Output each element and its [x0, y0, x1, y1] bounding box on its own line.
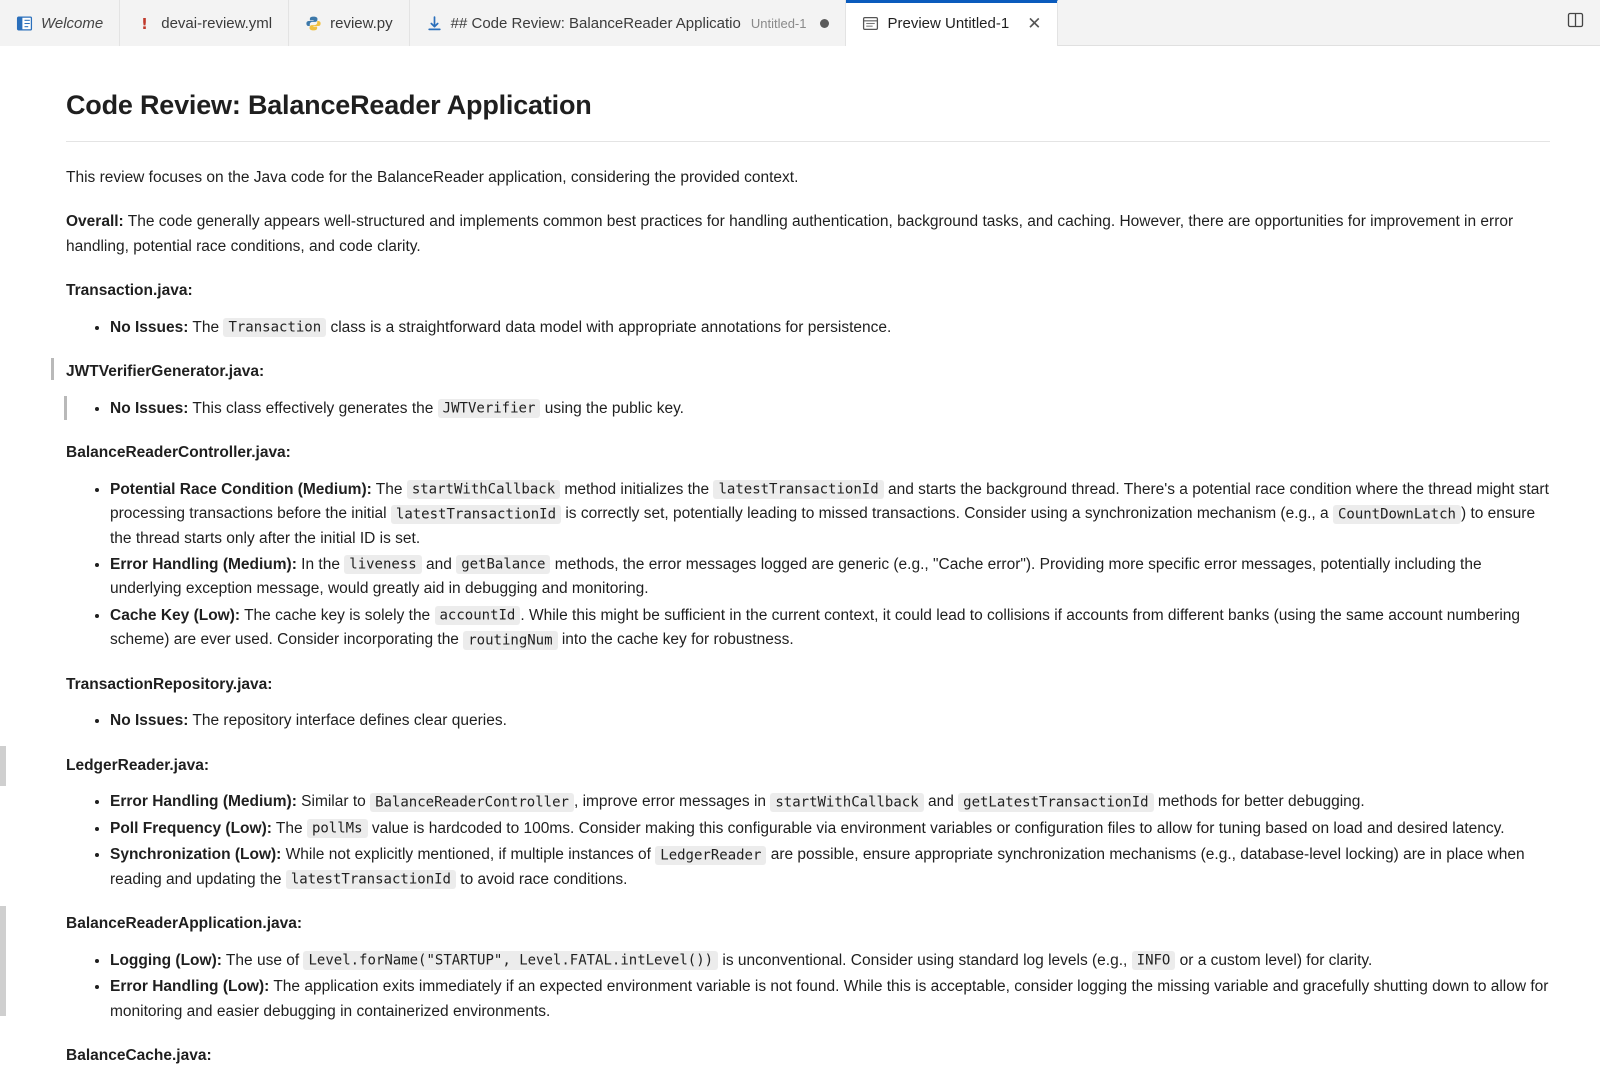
inline-code: startWithCallback: [770, 793, 923, 812]
inline-code: LedgerReader: [655, 846, 766, 865]
list-item: [110, 397, 1550, 421]
svg-text:!: !: [141, 14, 149, 32]
finding-text: class is a straightforward data model with appropriate annotations for persistence.: [326, 318, 892, 336]
section-heading: JWTVerifierGenerator.java:: [66, 360, 1550, 384]
scroll-marker-bottom: [0, 906, 6, 1016]
section-findings-list: [66, 397, 1550, 421]
list-item: [110, 553, 1550, 602]
finding-label: No Issues:: [110, 318, 189, 336]
list-item: [110, 709, 1550, 733]
section-findings-list: [66, 316, 1550, 340]
finding-text: to avoid race conditions.: [455, 870, 628, 888]
welcome-icon: [16, 15, 33, 32]
finding-label: Error Handling (Medium):: [110, 793, 297, 811]
python-icon: [305, 15, 322, 32]
list-item: [110, 604, 1550, 653]
overall-paragraph: [66, 210, 1550, 259]
tabbar-actions: [1552, 0, 1600, 45]
inline-code: INFO: [1132, 951, 1176, 970]
finding-text: value is hardcoded to 100ms. Consider making this configurable via environment variables or configuration files to allow for tuning based on load and desired latency.: [367, 819, 1505, 837]
markdown-icon: [426, 15, 443, 32]
finding-text: into the cache key for robustness.: [557, 631, 794, 649]
inline-code: pollMs: [307, 819, 368, 838]
inline-code: liveness: [344, 555, 421, 574]
intro-paragraph: This review focuses on the Java code for the BalanceReader application, considering the provided context.: [66, 168, 799, 186]
tab-label: Welcome: [41, 14, 104, 32]
section-findings-list: [66, 790, 1550, 892]
finding-text: , improve error messages in: [573, 793, 771, 811]
finding-text: using the public key.: [540, 399, 684, 417]
tab-sublabel: Untitled-1: [750, 15, 807, 31]
finding-label: Cache Key (Low):: [110, 606, 241, 624]
finding-text: are possible, ensure appropriate synchronization mechanisms (e.g., database-level locking) are in place when reading and updating the: [110, 846, 1525, 888]
inline-code: latestTransactionId: [391, 505, 561, 524]
finding-text: This class effectively generates the: [188, 399, 438, 417]
tab-label: review.py: [330, 14, 393, 32]
list-item: [110, 949, 1550, 973]
preview-document: [0, 46, 1600, 1077]
finding-text: The cache key is solely the: [240, 606, 435, 624]
finding-text: and starts the background thread. There's a potential race condition where the thread might start processing transactions before the initial: [110, 480, 1549, 523]
finding-label: Error Handling (Low):: [110, 978, 270, 996]
close-icon[interactable]: ✕: [1027, 14, 1042, 33]
finding-text: or a custom level) for clarity.: [1175, 951, 1373, 969]
finding-text: is correctly set, potentially leading to missed transactions. Consider using a synchronization mechanism (e.g., a: [561, 505, 1333, 523]
inline-code: latestTransactionId: [286, 870, 456, 889]
finding-text: The: [371, 480, 407, 498]
list-item: [110, 817, 1550, 841]
finding-text: and: [923, 793, 959, 811]
finding-text: . While this might be sufficient in the current context, it could lead to collisions if accounts from different banks (using the same account numbering scheme) are ever used. Consider incorporating the: [110, 606, 1521, 649]
finding-text: The use of: [221, 951, 304, 969]
finding-text: methods for better debugging.: [1153, 793, 1365, 811]
finding-text: The application exits immediately if an expected environment variable is not found. While this is acceptable, consider logging the missing variable and gracefully shutting down to allow for monitoring and easier debugging in containerized environments.: [110, 978, 1549, 1020]
inline-code: BalanceReaderController: [370, 793, 574, 812]
finding-text: and: [421, 555, 457, 573]
section-heading: Transaction.java:: [66, 282, 193, 300]
yaml-icon: [136, 15, 153, 32]
finding-text: The: [188, 318, 224, 336]
finding-text: In the: [296, 555, 345, 573]
tab-label: ## Code Review: BalanceReader Applicatio: [450, 14, 741, 32]
section-findings-list: [66, 949, 1550, 1024]
editor-tab-4[interactable]: [846, 0, 1058, 46]
inline-code: getBalance: [456, 555, 550, 574]
markdown-preview-pane[interactable]: [0, 46, 1600, 1077]
section-findings-list: [66, 709, 1550, 733]
finding-text: Similar to: [296, 793, 371, 811]
page-title: Code Review: BalanceReader Application: [66, 90, 592, 120]
inline-code: routingNum: [463, 631, 557, 650]
overall-label: Overall:: [66, 213, 124, 231]
finding-text: The: [271, 819, 307, 837]
inline-code: CountDownLatch: [1333, 505, 1461, 524]
tab-label: devai-review.yml: [161, 14, 273, 32]
inline-code: startWithCallback: [407, 480, 560, 499]
finding-label: Synchronization (Low):: [110, 846, 282, 864]
editor-tab-3[interactable]: [410, 0, 847, 46]
inline-code: accountId: [435, 606, 521, 625]
list-item: [110, 790, 1550, 814]
list-item: [110, 843, 1550, 892]
list-item: [110, 316, 1550, 340]
editor-tab-1[interactable]: [120, 0, 289, 46]
tab-label: Preview Untitled-1: [887, 15, 1010, 32]
finding-label: Error Handling (Medium):: [110, 555, 297, 573]
finding-text: While not explicitly mentioned, if multiple instances of: [281, 846, 656, 864]
editor-tab-2[interactable]: [289, 0, 410, 46]
editor-tab-0[interactable]: [0, 0, 120, 46]
review-sections: [66, 279, 1550, 1069]
finding-label: Poll Frequency (Low):: [110, 819, 272, 837]
list-item: [110, 975, 1550, 1024]
scroll-marker-top: [0, 746, 6, 786]
list-item: [110, 478, 1550, 551]
section-heading: BalanceReaderController.java:: [66, 444, 291, 462]
section-heading: LedgerReader.java:: [66, 756, 210, 774]
finding-text: ) to ensure the thread starts only after the initial ID is set.: [110, 505, 1536, 547]
finding-text: method initializes the: [560, 480, 714, 498]
inline-code: Level.forName("STARTUP", Level.FATAL.intLevel()): [303, 951, 718, 970]
inline-code: Transaction: [223, 318, 326, 337]
finding-text: is unconventional. Consider using standard log levels (e.g.,: [718, 951, 1132, 969]
inline-code: getLatestTransactionId: [958, 793, 1153, 812]
preview-icon: [862, 15, 879, 32]
finding-text: The repository interface defines clear queries.: [188, 712, 507, 730]
overall-text: The code generally appears well-structured and implements common best practices for handling authentication, background tasks, and caching. However, there are opportunities for improvement in error handling, potential race conditions, and code clarity.: [66, 213, 1514, 255]
inline-code: latestTransactionId: [713, 480, 883, 499]
finding-label: Potential Race Condition (Medium):: [110, 480, 372, 498]
finding-text: methods, the error messages logged are generic (e.g., "Cache error"). Providing more specific error messages, potentially including the underlying exception message, would greatly aid in debugging and monitoring.: [110, 555, 1482, 598]
section-heading: BalanceReaderApplication.java:: [66, 915, 303, 933]
inline-code: JWTVerifier: [438, 399, 541, 418]
finding-label: Logging (Low):: [110, 951, 222, 969]
split-editor-icon[interactable]: [1566, 10, 1586, 35]
tab-modified-indicator[interactable]: [820, 19, 829, 28]
finding-label: No Issues:: [110, 399, 189, 417]
section-heading: BalanceCache.java:: [66, 1047, 212, 1065]
section-heading: TransactionRepository.java:: [66, 675, 273, 693]
section-findings-list: [66, 478, 1550, 653]
editor-tab-bar: [0, 0, 1600, 46]
finding-label: No Issues:: [110, 712, 189, 730]
title-divider: [66, 141, 1550, 142]
